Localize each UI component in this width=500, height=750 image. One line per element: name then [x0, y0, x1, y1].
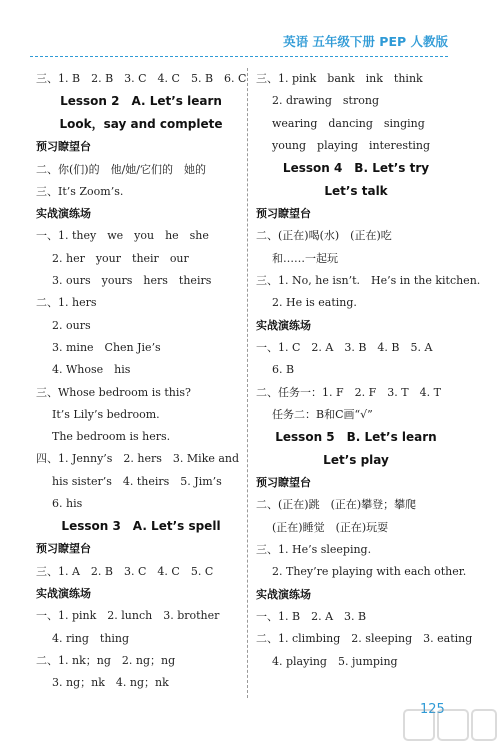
answer-line: 二、1. hers [36, 296, 97, 310]
right-column [256, 68, 481, 673]
answer-line: 二、1. climbing 2. sleeping 3. eating [256, 632, 473, 646]
answer-line: 一、1. C 2. A 3. B 4. B 5. A [256, 340, 433, 354]
section-heading: 实战演练场 [36, 586, 91, 600]
section-heading: 实战演练场 [256, 587, 311, 601]
answer-line: 三、It’s Zoom’s. [36, 184, 124, 198]
book-title: 英语 五年级下册 PEP 人教版 [283, 34, 448, 49]
section-heading: 预习瞭望台 [256, 476, 311, 490]
answer-line: young playing interesting [272, 138, 431, 152]
lesson-heading: Lesson 4 B. Let’s try [282, 161, 430, 176]
answer-line: 二、1. nk；ng 2. ng；ng [36, 653, 176, 667]
answer-line: 二、你(们)的 他/她/它们的 她的 [36, 162, 206, 176]
section-heading: 实战演练场 [256, 318, 311, 332]
answer-line: 三、1. A 2. B 3. C 4. C 5. C [36, 564, 214, 578]
column-divider [247, 68, 248, 698]
answer-line: 2. drawing strong [272, 94, 379, 108]
answer-line: 6. his [52, 497, 83, 511]
answer-line: 2. ours [52, 318, 91, 332]
section-heading: 预习瞭望台 [36, 140, 91, 154]
answer-line: 三、1. No, he isn’t. He’s in the kitchen. [256, 274, 481, 288]
answer-line: 3. ng；nk 4. ng；nk [52, 676, 169, 690]
answer-line: 二、任务一：1. F 2. F 3. T 4. T [256, 385, 441, 399]
answer-line: 3. ours yours hers theirs [52, 274, 212, 288]
lesson-heading: Let’s talk [324, 184, 388, 199]
lesson-heading: Lesson 2 A. Let’s learn [60, 94, 222, 109]
page-number: 125 [420, 702, 445, 717]
answer-line: 6. B [272, 363, 295, 377]
answer-line: The bedroom is hers. [52, 430, 171, 444]
header-rule [30, 56, 448, 57]
answer-line: 三、1. pink bank ink think [256, 72, 423, 85]
answer-line: 三、Whose bedroom is this? [36, 385, 191, 399]
answer-line: 2. They’re playing with each other. [272, 565, 467, 579]
answer-line: his sister’s 4. theirs 5. Jim’s [52, 474, 222, 488]
section-heading: 预习瞭望台 [36, 542, 91, 556]
answer-line: 4. Whose his [52, 363, 131, 377]
answer-line: wearing dancing singing [272, 116, 425, 130]
answer-line: 二、(正在)跳 (正在)攀登；攀爬 [256, 498, 417, 512]
answer-line: (正在)睡觉 (正在)玩耍 [272, 520, 389, 534]
section-heading: 预习瞭望台 [256, 207, 311, 221]
answer-line: 四、1. Jenny’s 2. hers 3. Mike and [36, 452, 240, 466]
answer-line: 一、1. they we you he she [36, 229, 209, 243]
answer-line: 4. ring thing [52, 631, 130, 645]
answer-line: 2. He is eating. [272, 296, 357, 310]
left-column [36, 68, 246, 694]
answer-line: 一、1. pink 2. lunch 3. brother [36, 609, 220, 623]
answer-line: 三、1. He’s sleeping. [256, 543, 372, 557]
section-heading: 实战演练场 [36, 207, 91, 221]
lesson-heading: Let’s play [323, 453, 389, 468]
watermark-stamp [402, 706, 498, 746]
answer-line: It’s Lily’s bedroom. [52, 407, 160, 421]
lesson-heading: Look，say and complete [59, 117, 223, 132]
answer-line: 三、1. B 2. B 3. C 4. C 5. B 6. C [36, 72, 247, 85]
answer-line: 2. her your their our [52, 251, 189, 265]
lesson-heading: Lesson 3 A. Let’s spell [61, 519, 221, 534]
answer-line: 3. mine Chen Jie’s [52, 340, 161, 354]
lesson-heading: Lesson 5 B. Let’s learn [275, 430, 437, 445]
answer-line: 和……一起玩 [272, 251, 338, 265]
answer-line: 一、1. B 2. A 3. B [256, 609, 367, 623]
answer-line: 4. playing 5. jumping [272, 654, 398, 668]
answer-line: 二、(正在)喝(水) (正在)吃 [256, 229, 392, 243]
answer-line: 任务二：B和C画“√” [272, 407, 373, 421]
